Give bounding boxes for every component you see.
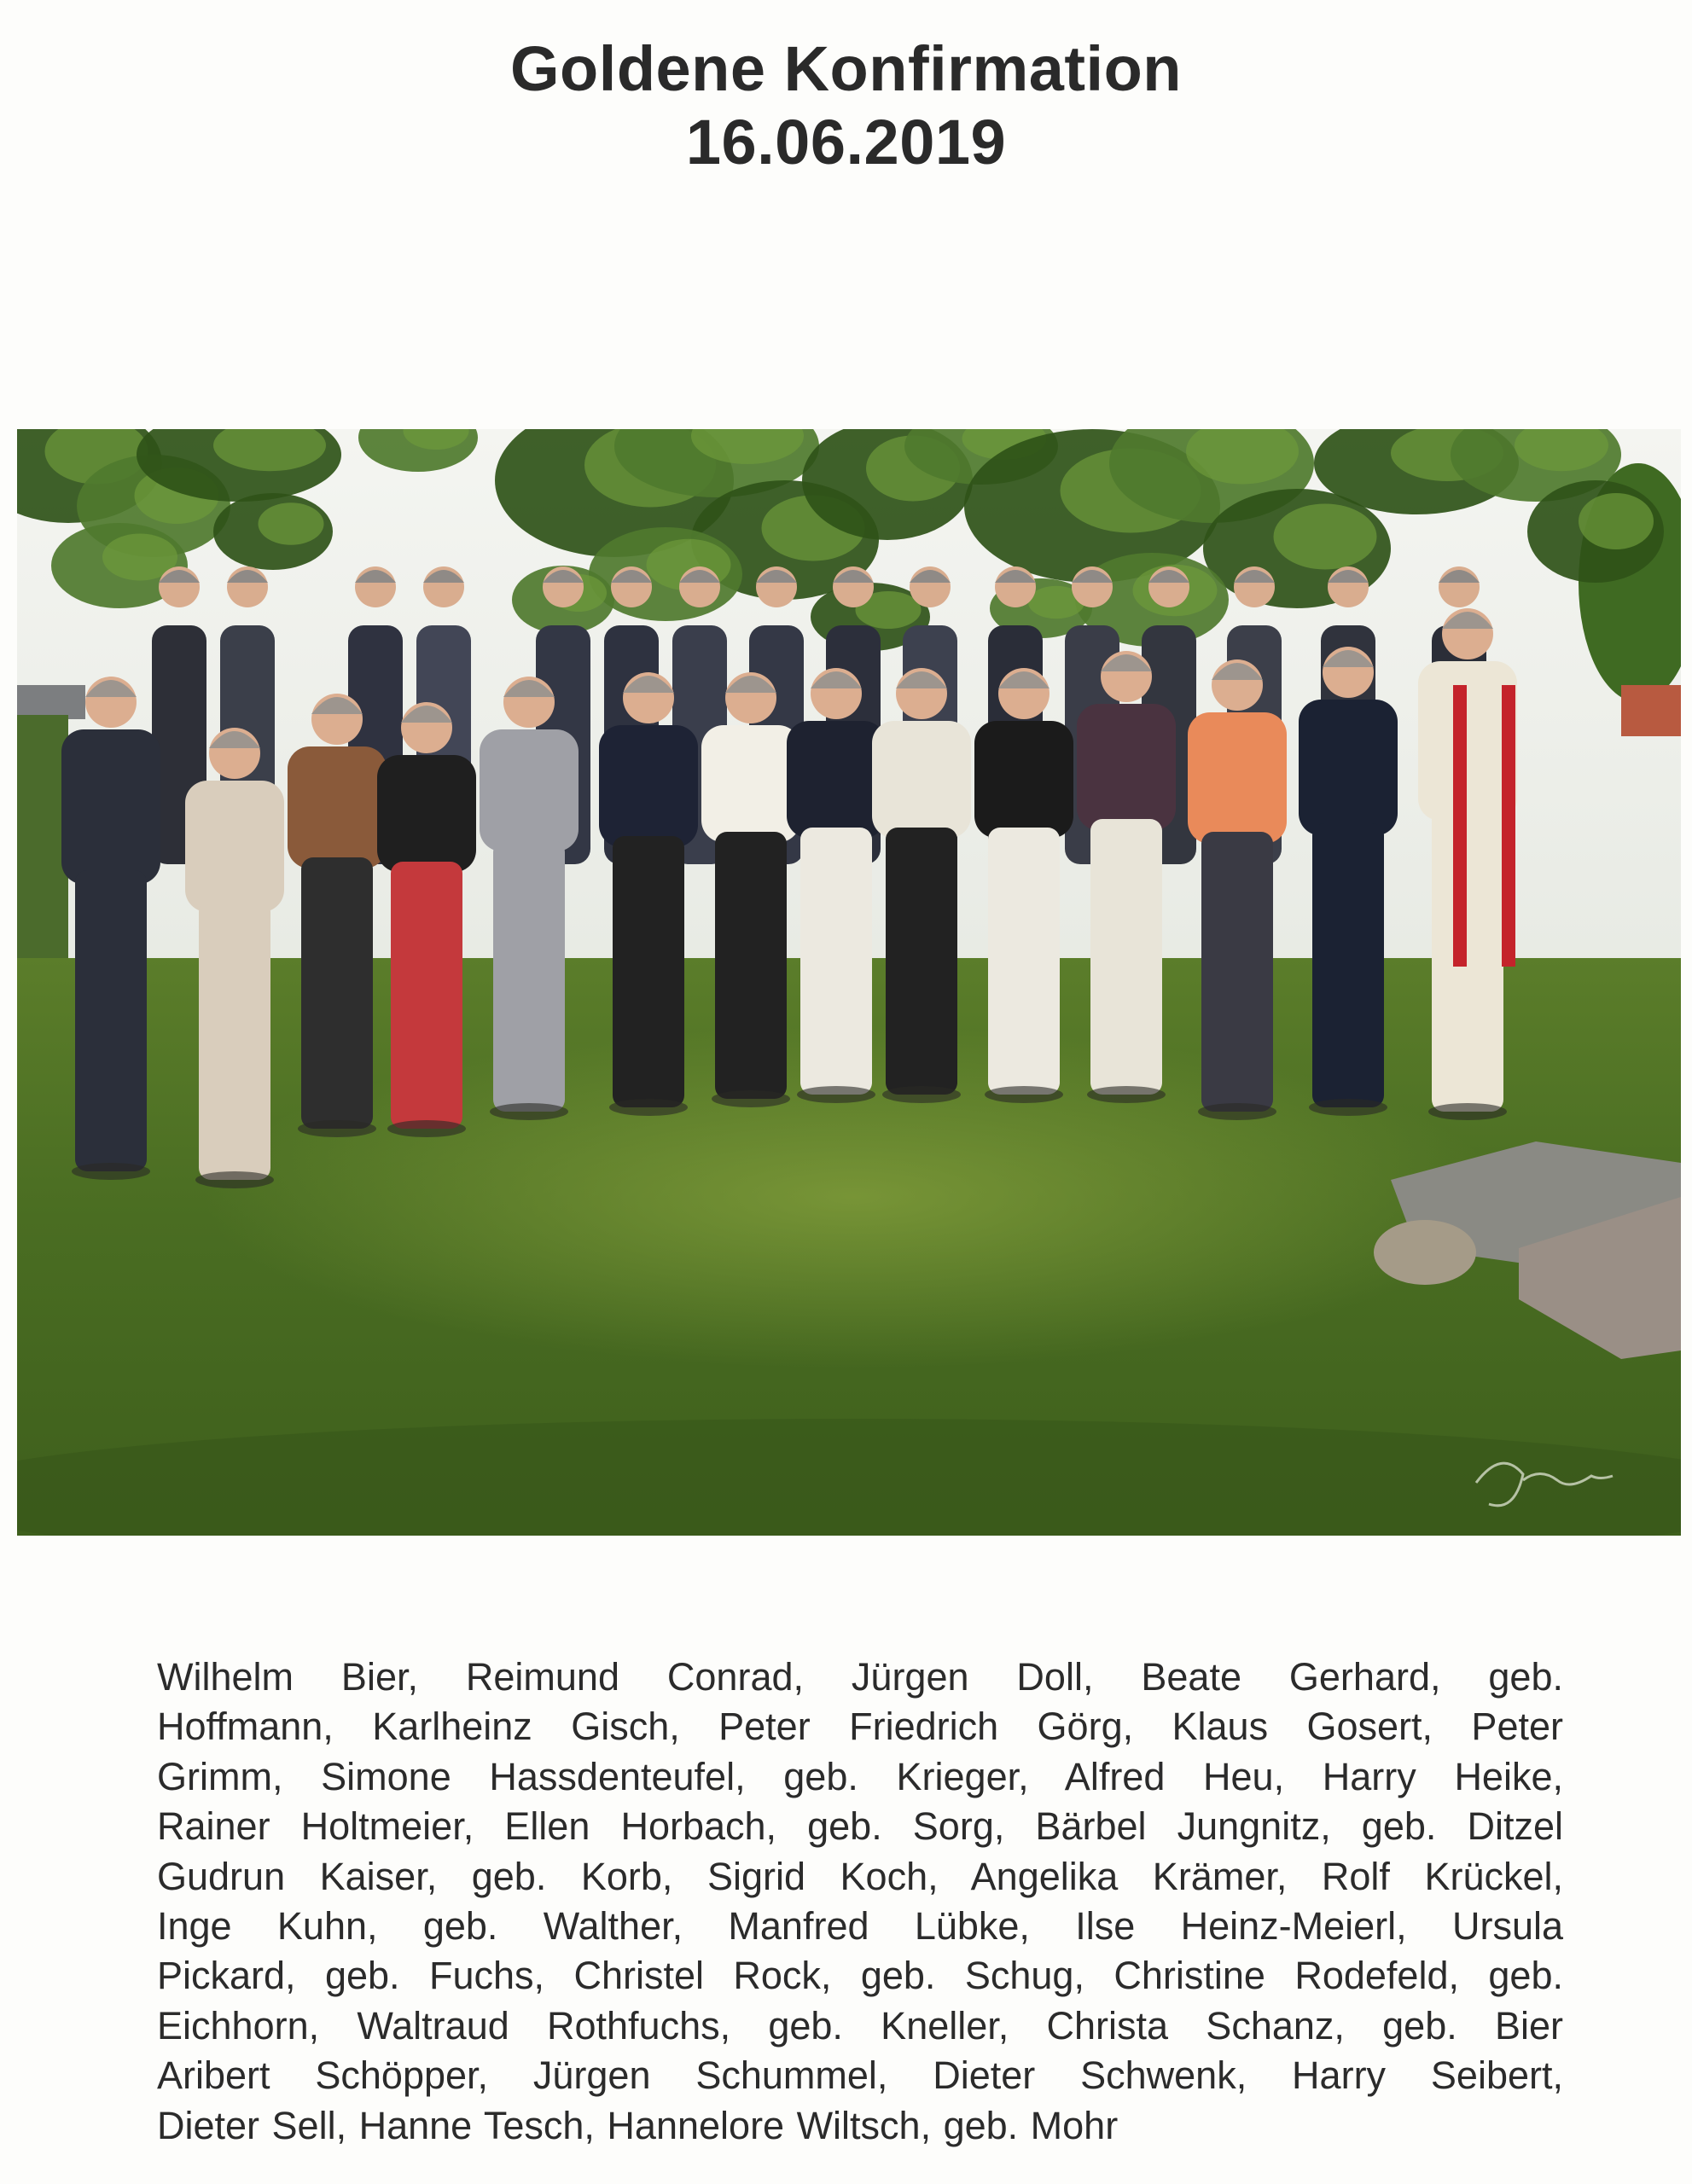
- person-legs: [1090, 819, 1162, 1095]
- person-torso: [288, 746, 387, 868]
- person-shadow: [882, 1086, 961, 1103]
- person-torso: [61, 729, 160, 885]
- grass-shadow: [17, 1419, 1681, 1536]
- person-torso: [787, 721, 886, 839]
- title-block: [0, 32, 1692, 179]
- document-title: Goldene Konfirmation: [510, 33, 1182, 104]
- person-legs: [75, 870, 147, 1171]
- person-shadow: [1428, 1103, 1507, 1120]
- person-shadow: [985, 1086, 1063, 1103]
- group-photo-illustration: [17, 429, 1681, 1536]
- names-line: Aribert Schöpper, Jürgen Schummel, Dieter Schwenk, Harry Seibert,: [157, 2053, 1563, 2098]
- foliage-highlight: [259, 502, 324, 545]
- person-legs: [493, 840, 565, 1112]
- person-legs: [1201, 832, 1273, 1112]
- person-torso: [701, 725, 800, 843]
- document-date: 16.06.2019: [685, 107, 1007, 177]
- person-torso: [872, 721, 971, 839]
- person-shadow: [1309, 1099, 1387, 1116]
- person-shadow: [195, 1171, 274, 1188]
- person-legs: [1312, 823, 1384, 1107]
- roof-right: [1621, 685, 1681, 736]
- rock: [1374, 1220, 1476, 1285]
- person-legs: [988, 828, 1060, 1095]
- person-legs: [199, 900, 270, 1180]
- person-shadow: [1087, 1086, 1166, 1103]
- confirmand-names: [157, 1653, 1563, 2151]
- hedge-left: [17, 715, 68, 988]
- foliage-highlight: [1274, 504, 1377, 570]
- foliage-highlight: [1579, 493, 1654, 549]
- person-torso: [599, 725, 698, 847]
- person-legs: [391, 862, 462, 1129]
- person-shadow: [609, 1099, 688, 1116]
- names-line: Grimm, Simone Hassdenteufel, geb. Krieger, Alfred Heu, Harry Heike,: [157, 1754, 1563, 1798]
- person-shadow: [490, 1103, 568, 1120]
- person-torso: [1299, 700, 1398, 836]
- person-shadow: [72, 1163, 150, 1180]
- names-line: Eichhorn, Waltraud Rothfuchs, geb. Kneller, Christa Schanz, geb. Bier: [157, 2003, 1563, 2048]
- person-torso: [974, 721, 1073, 839]
- person-legs: [715, 832, 787, 1099]
- names-line: Pickard, geb. Fuchs, Christel Rock, geb. Schug, Christine Rodefeld, geb.: [157, 1954, 1563, 1998]
- person-legs: [886, 828, 957, 1095]
- person-legs: [301, 857, 373, 1129]
- stole-right: [1502, 685, 1515, 967]
- group-photo: [17, 429, 1681, 1536]
- names-line: Rainer Holtmeier, Ellen Horbach, geb. Sorg, Bärbel Jungnitz, geb. Ditzel: [157, 1804, 1563, 1849]
- person-legs: [1432, 806, 1503, 1112]
- person-torso: [480, 729, 579, 851]
- person-shadow: [298, 1120, 376, 1137]
- person-shadow: [1198, 1103, 1276, 1120]
- person-torso: [1188, 712, 1287, 844]
- person-legs: [613, 836, 684, 1107]
- names-line: Gudrun Kaiser, geb. Korb, Sigrid Koch, Angelika Krämer, Rolf Krückel,: [157, 1854, 1563, 1898]
- person-torso: [377, 755, 476, 873]
- person-shadow: [387, 1120, 466, 1137]
- person-shadow: [712, 1090, 790, 1107]
- stole-left: [1453, 685, 1467, 967]
- person-torso: [1077, 704, 1176, 831]
- roof-left: [17, 685, 85, 719]
- person-shadow: [797, 1086, 875, 1103]
- person-torso: [185, 781, 284, 912]
- names-line: Wilhelm Bier, Reimund Conrad, Jürgen Doll, Beate Gerhard, geb.: [157, 1655, 1563, 1699]
- person-legs: [800, 828, 872, 1095]
- names-line: Inge Kuhn, geb. Walther, Manfred Lübke, Ilse Heinz-Meierl, Ursula: [157, 1904, 1563, 1949]
- names-line: Hoffmann, Karlheinz Gisch, Peter Friedrich Görg, Klaus Gosert, Peter: [157, 1705, 1563, 1749]
- names-line: Dieter Sell, Hanne Tesch, Hannelore Wiltsch, geb. Mohr: [157, 2103, 1119, 2147]
